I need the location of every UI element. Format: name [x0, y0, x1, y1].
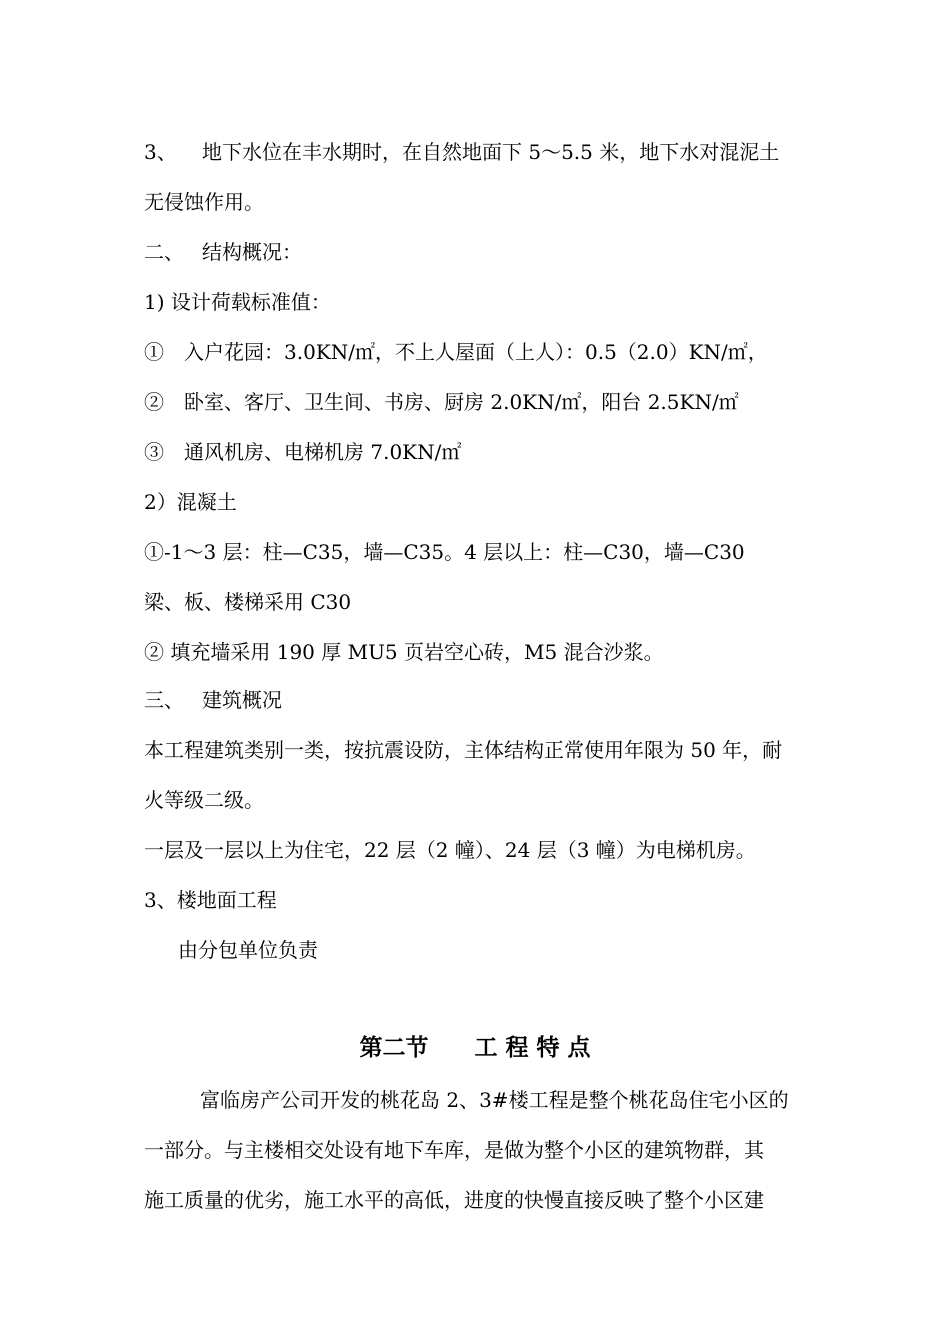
text-line: 一层及一层以上为住宅，22 层（2 幢）、24 层（3 幢）为电梯机房。 — [144, 838, 756, 862]
text-line: 由分包单位负责 — [178, 938, 318, 962]
list-number: 3、 — [144, 140, 177, 164]
text-line — [144, 139, 779, 165]
text-line: 本工程建筑类别一类，按抗震设防，主体结构正常使用年限为 50 年，耐 — [144, 738, 783, 762]
text-line: 2）混凝土 — [144, 490, 237, 514]
line-text: 结构概况： — [202, 240, 302, 264]
text-line: ② 填充墙采用 190 厚 MU5 页岩空心砖，M5 混合沙浆。 — [144, 640, 664, 664]
paragraph-line: 一部分。与主楼相交处设有地下车库，是做为整个小区的建筑物群，其 — [144, 1138, 764, 1162]
text-line: 3、楼地面工程 — [144, 888, 277, 912]
paragraph-line: 施工质量的优劣，施工水平的高低，进度的快慢直接反映了整个小区建 — [144, 1188, 764, 1212]
paragraph-line: 富临房产公司开发的桃花岛 2、3#楼工程是整个桃花岛住宅小区的 — [200, 1088, 789, 1112]
line-text: 建筑概况 — [202, 688, 282, 712]
section-heading — [144, 239, 302, 265]
section-title: 第二节 工 程 特 点 — [359, 1034, 591, 1061]
text-line: 1) 设计荷载标准值： — [144, 290, 331, 314]
text-line: 火等级二级。 — [144, 788, 264, 812]
list-number: 二、 — [144, 240, 184, 264]
text-line: ① 入户花园：3.0KN/㎡，不上人屋面（上人）：0.5（2.0）KN/㎡， — [144, 340, 768, 364]
section-heading — [144, 687, 282, 713]
text-line: ③ 通风机房、电梯机房 7.0KN/㎡ — [144, 440, 462, 464]
text-line: ①-1～3 层：柱—C35，墙—C35。4 层以上：柱—C30，墙—C30 — [144, 540, 745, 564]
text-line: 无侵蚀作用。 — [144, 190, 264, 214]
text-line: 梁、板、楼梯采用 C30 — [144, 590, 352, 614]
list-number: 三、 — [144, 688, 184, 712]
text-line: ② 卧室、客厅、卫生间、书房、厨房 2.0KN/㎡，阳台 2.5KN/㎡ — [144, 390, 739, 414]
line-text: 地下水位在丰水期时，在自然地面下 5～5.5 米，地下水对混泥土 — [202, 140, 780, 164]
